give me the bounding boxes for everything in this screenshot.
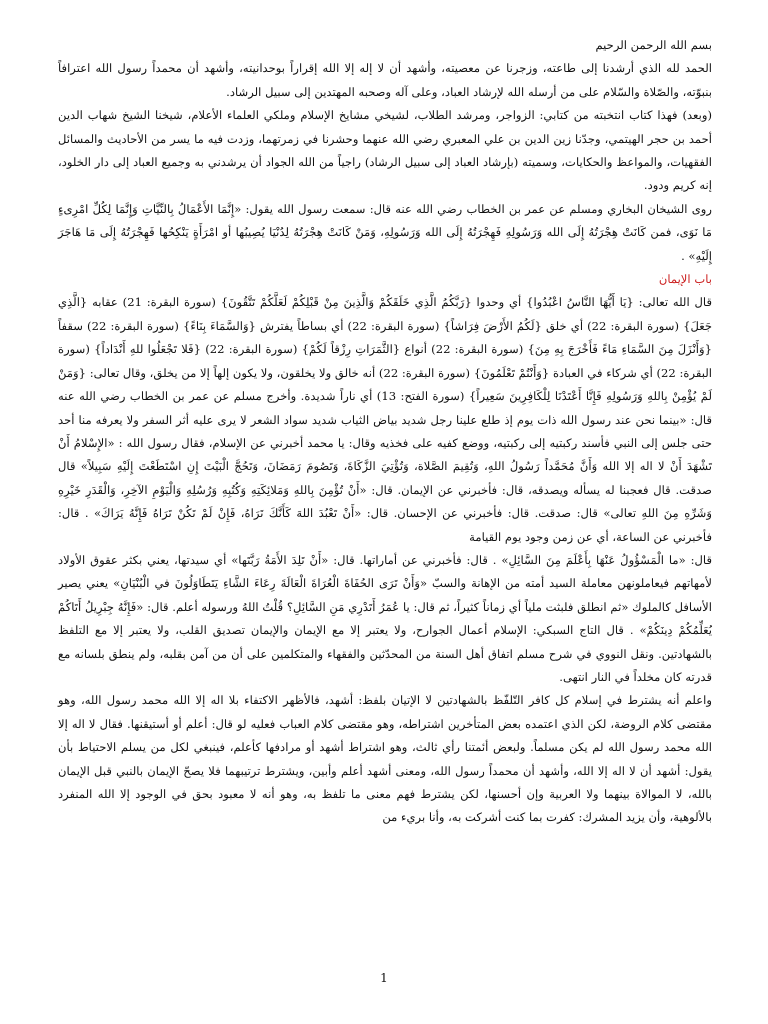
section-heading: باب الإيمان xyxy=(658,272,712,287)
paragraph: (وبعد) فهذا كتاب انتخبته من كتابي: الزواجر، ومرشد الطلاب، لشيخي مشايخ الإسلام وملكي العلماء الأعلام، شيخنا الشيخ شهاب الدين أحمد بن حجر الهيتمي، وجدّنا زين الدين بن علي المعبري رضي الله عنهما وحشرنا في زمرتهما، وزدت فيه ما يسر من الأحاديث والمسائل الفقهيات، والمواعظ والحكايات، وسميته (بإرشاد العباد إلى سبيل الرشاد) راجياً من الله الجواد أن يرشدني به وجميع العباد إلى دار الخلود، إنه كريم ودود. xyxy=(58,108,712,193)
paragraph: قال: «ما الْمَسْؤُولُ عَنْهَا بِأَعْلَمَ مِنَ السَّائِلِ» . قال: فأخبرني عن أماراتها. قال: «أَنْ تَلِدَ الأَمَةُ رَبَّتَها» أي سيدتها، يعني بكثر عقوق الأولاد لأمهاتهم فيعاملونهن معاملة السيد أمته من الإهانة والسبّ «وَأَنْ تَرَى الحُفَاةَ الْعُرَاةَ الْعَالَةَ رِعَاءَ الشَّاءِ يَتَطَاوَلُونَ في الْبُنْيَانِ» يعني يصير الأسافل كالملوك «ثم انطلق فلبثت ملياً أي زماناً كثيراً، ثم قال: يا عُمَرُ أَتَدْرِي مَنِ السَّائِلِ؟ قُلْتُ اللهُ ورسوله أعلم. قال: «فَإِنَّهُ جِبْرِيلُ أَتَاكُمْ يُعَلِّمُكُمْ دِينَكُمْ» . قال التاج السبكي: الإسلام أعمال الجوارح، ولا يعتبر إلا مع الإيمان والإيمان تصديق القلب، ولا يعتبر إلا مع التلفظ بالشهادتين. ونقل النووي في شرح مسلم اتفاق أهل السنة من المحدّثين والفقهاء والمتكلمين على أن من آمن بقلبه، ولم ينطق بلسانه مع قدرته كان مخلداً في النار انتهى. xyxy=(58,552,712,684)
paragraph: الحمد لله الذي أرشدنا إلى طاعته، وزجرنا عن معصيته، وأشهد أن لا إله إلا الله إقراراً بوحدانيته، وأشهد أن محمداً رسول الله اعترافاً بنبوّته، والصّلاة والسّلام على من أرسله الله لإرشاد العباد، وعلى آله وصحبه المهتدين إلى سبيل الرشاد. xyxy=(58,61,712,99)
page-number: 1 xyxy=(380,971,388,985)
paragraph: قال الله تعالى: {يَا أَيُّهَا النَّاسُ اعْبُدُوا} أي وحدوا {رَبَّكُمُ الَّذِي خَلَقَكُمْ وَالَّذِينَ مِنْ قَبْلِكُمْ لَعَلَّكُمْ تَتَّقُونَ} (سورة البقرة: 21) عقابه {الَّذِي جَعَلَ} (سورة البقرة: 22) أي خلق {لَكُمُ الأَرْضَ فِرَاشاً} (سورة البقرة: 22) أي بساطاً يفترش {وَالسَّمَاءَ بِنَاءً} (سورة البقرة: 22) سقفاً {وَأَنْزَلَ مِنَ السَّمَاءِ مَاءً فَأَخْرَجَ بِهِ مِنَ} (سورة البقرة: 22) أنواع {الثَّمَرَاتِ رِزْقاً لَكُمْ} (سورة البقرة: 22) {فَلا تَجْعَلُوا للهِ أَنْدَاداً} (سورة البقرة: 22) أي شركاء في العبادة {وَأَنْتُمْ تَعْلَمُونَ} (سورة البقرة: 22) أنه خالق ولا يخلقون، ولا يكون إلهاً إلا من يخلق، وقال تعالى: {وَمَنْ لَمْ يُؤْمِنْ بِاللهِ وَرَسُولِهِ فَإِنَّا أَعْتَدْنَا لِلْكَافِرِينَ سَعِيراً} (سورة الفتح: 13) أي ناراً شديدة. وأخرج مسلم عن عمر بن الخطاب رضي الله عنه قال: «بينما نحن عند رسول الله ذات يوم إذ طلع علينا رجل شديد بياض الثياب شديد سواد الشعر لا يرى عليه أثر السفر ولا يعرفه منا أحد حتى جلس إلى النبي فأسند ركبتيه إلى ركبتيه، ووضع كفيه على فخذيه وقال: يا محمد أخبرني عن الإسلام، فقال رسول الله : «الإِسْلامُ أَنْ تَشْهَدَ أَنْ لا اله إلا الله وَأَنَّ مُحَمَّداً رَسُولُ اللهِ، وَتُقِيمَ الصَّلاة، وَتُؤْتِيَ الزَّكَاةَ، وَتَصُومَ رَمَضَانَ، وَتَحُجَّ الْبَيْتَ إِنِ اسْتَطَعْتَ إِلَيْهِ سَبِيلاً» قال صدقت. قال فعجبنا له يسأله ويصدقه، قال: فأخبرني عن الإيمان. قال: «أَنْ تُؤْمِنَ بِاللهِ وَمَلائِكَتِهِ وَكُتُبِهِ وَرُسُلِهِ وَالْيَوْمِ الآخِرِ، وَالْقَدَرِ خَيْرِهِ وَشَرِّهِ مِنَ اللهِ تعالى» قال: صدقت. قال: فأخبرني عن الإحسان. قال: «أَنْ تَعْبُدَ اللهَ كَأَنَّكَ تَرَاهُ، فَإِنْ لَمْ تَكُنْ تَرَاهُ فَإِنَّهُ يَرَاكَ» . قال: فأخبرني عن الساعة، أي عن زمن وجود يوم القيامة xyxy=(58,295,713,544)
basmala: بسم الله الرحمن الرحيم xyxy=(595,38,712,52)
paragraph: واعلم أنه يشترط في إسلام كل كافر التّلفّظ بالشهادتين لا الإتيان بلفظ: أشهد، فالأظهر الاكتفاء بلا اله إلا الله محمد رسول الله، وهو مقتضى كلام الروضة، لكن الذي اعتمده بعض المتأخرين اشتراطه، وهو مقتضى كلام العباب فعليه لو قال: أعلم أو أستيقنها. فقال لا اله إلا الله محمد رسول الله لم يكن مسلماً. ولبعض أئمتنا رأي ثالث، وهو اشتراط أشهد أو مرادفها كأعلم، فينبغي لكل من يسلم الاحتياط بأن يقول: أشهد أن لا اله إلا الله، وأشهد أن محمداً رسول الله، ومعنى أشهد أعلم وأبين، ويشترط ترتيبهما فلا يصحّ الإيمان بالنبي قبل الإيمان بالله، لا الموالاة بينهما ولا العربية وإن أحسنها، لكن يشترط فهم معنى ما تلفظ به، وهو أنه لا معبود بحق في الوجود إلا الله المنفرد بالألوهية، وأن يزيد المشرك: كفرت بما كنت أشركت به، وأنا بريء من xyxy=(58,693,713,825)
paragraph: روى الشيخان البخاري ومسلم عن عمر بن الخطاب رضي الله عنه قال: سمعت رسول الله يقول: «إِنَّمَا الأَعْمَالُ بِالنِّيَّاتِ وَإِنَّمَا لِكُلِّ امْرِىءٍ مَا نَوَى، فمن كَانَتْ هِجْرَتُهُ إِلَى الله وَرَسُولِهِ فَهِجْرَتُهُ إِلَى الله وَرَسُولِهِ، وَمَنْ كَانَتْ هِجْرَتُهُ لِدُنْيَا يُصِيبُها أو امْرَأَةٍ يَنْكِحُها فَهِجْرَتُهُ إِلَى مَا هَاجَرَ إِلَيْهِ» . xyxy=(58,201,712,263)
